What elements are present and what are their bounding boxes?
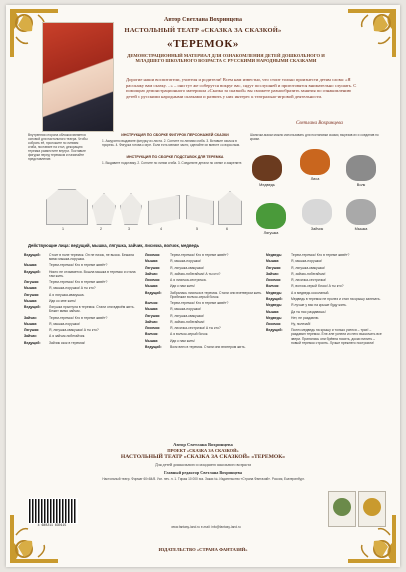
author-photo <box>42 22 114 132</box>
script-line <box>24 293 142 297</box>
script-line <box>145 253 263 257</box>
speaker-line: Зайчик скок в теремок! <box>49 340 85 345</box>
speaker-name: Мышка: <box>145 284 159 289</box>
speaker-name: Лисичка: <box>145 278 161 283</box>
instructions-heading: ИНСТРУКЦИЯ ПО СБОРКЕ ФИГУРОК ПЕРСОНАЖЕЙ СКАЗКИ <box>121 133 229 137</box>
speaker-line: Никто не отзывается. Вошла мышка в теремок и стала там жить. <box>49 269 136 278</box>
speaker-name: Лисичка: <box>145 326 161 331</box>
speaker-line: Стоит в поле теремок. Он не низок, не высок. Бежала мимо мышка-норушка. <box>49 253 134 262</box>
footer-author: Автор Светлана Вохринцева <box>173 442 233 447</box>
speaker-line: Терем-теремок! Кто в тереме живёт? <box>49 263 108 268</box>
script-line <box>266 291 384 295</box>
speaker-name: Ведущий: <box>145 290 162 295</box>
speaker-line: Я, зайчик-побегайчик! <box>291 271 326 276</box>
masks-note: Шапочки-маски можно использовать для постановки сказки, вырезав их и соединив по краям. <box>250 133 379 141</box>
footer-series: ПРОЕКТ «СКАЗКА ЗА СКАЗКОЙ» <box>167 448 239 453</box>
theater-line: НАСТОЛЬНЫЙ ТЕАТР «СКАЗКА ЗА СКАЗКОЙ» <box>124 27 282 34</box>
script-line <box>145 332 263 336</box>
mask-label: Мышка <box>354 227 368 231</box>
page-title: «ТЕРЕМОК» <box>166 38 240 50</box>
speaker-line: Я, зайчик-побегайчик! А ты кто? <box>170 271 221 276</box>
mouse-mask <box>346 199 376 225</box>
intro-note: Внутренняя сторона обложки является основой для настольного театра. Чтобы собрать её, проложите по линиям сгиба, поставьте на стол, декорацию теремка разместите внутри. Поставьте фигурки перед теремком и начинайте представление. <box>28 133 88 161</box>
publisher-name: ИЗДАТЕЛЬСТВО «СТРАНА ФАНТАЗИЙ» <box>158 547 248 552</box>
bear-mask <box>252 155 282 181</box>
speaker-line: Я, лягушка-квакушка! <box>291 265 325 270</box>
speaker-name: Медведь: <box>266 253 283 257</box>
speaker-name: Мышка: <box>266 309 280 314</box>
speaker-line: Медведь в теремок не пролез и стал на крышу залезать. <box>291 296 381 301</box>
script-line <box>266 253 384 257</box>
speaker-name: Лягушка: <box>145 313 161 318</box>
speaker-line: Я, лягушка-квакушка! <box>170 313 204 318</box>
speaker-line: А я лягушка-квакушка. <box>49 292 85 297</box>
script-line <box>24 305 142 313</box>
script-column <box>266 253 384 347</box>
speaker-name: Лягушка: <box>145 265 161 270</box>
speaker-name: Медведь: <box>266 290 283 295</box>
page-subtitle: ДЕМОНСТРАЦИОННЫЙ МАТЕРИАЛ ДЛЯ ОЗНАКОМЛЕНИЯ ДЕТЕЙ ДОШКОЛЬНОГО И МЛАДШЕГО ШКОЛЬНОГО ВОЗРАСТА С РУССКИМИ НАРОДНЫМИ СКАЗКАМИ <box>127 53 325 64</box>
step-number: 5 <box>196 227 198 231</box>
speaker-line: Я, лисичка-сестричка! А ты кто? <box>170 326 221 331</box>
speaker-name: Ведущий: <box>24 253 41 257</box>
script-line <box>24 322 142 326</box>
step-number: 6 <box>226 227 228 231</box>
speaker-name: Зайчик: <box>145 271 158 276</box>
script-line <box>24 263 142 267</box>
script-line <box>24 299 142 303</box>
step-number: 1 <box>62 227 64 231</box>
speaker-name: Медведь: <box>266 303 283 308</box>
speaker-line: Иди ко мне жить! <box>49 298 77 303</box>
script-line <box>24 341 142 345</box>
instructions-steps: 1. Аккуратно выдавите фигурку из листа. 2. Согните по линиям сгиба. 3. Вставьте язычок в прорезь. 4. Фигурка готова к игре. Если есть мелкие части, сделайте их вместе со взрослым. <box>102 139 240 147</box>
instructions-steps: 1. Выдавите подставку. 2. Согните по линии сгиба. 3. Соедините детали по схеме и закрепите. <box>102 161 243 165</box>
contacts-text: www.fantasy-land.ru e-mail: info@fantasy-land.ru <box>171 525 241 529</box>
speaker-line: Я, мышка-норушка! <box>49 321 80 326</box>
instructions-block <box>102 133 248 165</box>
speaker-name: Мышка: <box>145 307 159 312</box>
imprint-text: Настольный театр. Формат 60×84/8. Усл. печ. л. 1. Тираж 10 000 экз. Заказ №. Издательство «Страна Фантазий». Россия, Екатеринбург. <box>102 477 305 481</box>
script-line <box>24 253 142 261</box>
script-line <box>145 345 263 349</box>
speaker-line: Я, мышка-норушка! <box>291 259 322 264</box>
mask-label: Зайчик <box>310 227 324 231</box>
script-line <box>266 322 384 326</box>
script-line <box>266 284 384 288</box>
speaker-name: Ведущий: <box>266 328 283 333</box>
script-line <box>266 297 384 301</box>
mask-label: Лиса <box>310 177 320 181</box>
script-line <box>266 278 384 282</box>
script-line <box>24 316 142 320</box>
script-line <box>266 310 384 314</box>
speaker-line: Я, зайчик-побегайчик! <box>170 319 205 324</box>
script-line <box>145 291 263 299</box>
speaker-name: Зайчик: <box>145 319 158 324</box>
product-thumbnail <box>358 491 386 527</box>
script-line <box>145 266 263 270</box>
script-line <box>145 272 263 276</box>
speaker-line: А я медведь косолапый. <box>291 290 330 295</box>
isbn-number: 4 680211 630115 <box>37 523 67 527</box>
speaker-name: Волчок: <box>145 301 159 306</box>
speaker-line: Я, лисичка-сестричка! <box>291 278 326 283</box>
script-line <box>266 272 384 276</box>
hare-mask <box>302 199 332 225</box>
speaker-name: Зайчик: <box>24 334 37 339</box>
cutout-shape <box>186 195 214 225</box>
speaker-line: Я, мышка-норушка! <box>170 259 201 264</box>
cast-list: Действующие лица: ведущий, мышка, лягушка, зайчик, лисичка, волчок, медведь <box>28 243 200 248</box>
speaker-line: Волк влез в теремок. Стали они впятером жить. <box>170 345 246 350</box>
speaker-line: Я, мышка-норушка! <box>170 307 201 312</box>
speaker-name: Медведь: <box>266 315 283 320</box>
speaker-name: Зайчик: <box>24 315 37 320</box>
cutout-shape <box>46 189 88 225</box>
cutout-shape <box>218 191 242 225</box>
speaker-line: Я, волчок-серый бочок! А ты кто? <box>291 284 344 289</box>
speaker-name: Лисичка: <box>266 322 282 327</box>
speaker-name: Мышка: <box>145 338 159 343</box>
script-column <box>145 253 263 351</box>
speaker-line: Терем-теремок! Кто в тереме живёт? <box>170 253 229 257</box>
speaker-line: Нет, не раздавлю. <box>291 315 320 320</box>
speaker-line: Я, лягушка-квакушка! А ты кто? <box>49 328 99 333</box>
speaker-line: Я, лягушка-квакушка! <box>170 265 204 270</box>
script-line <box>266 316 384 320</box>
script-line <box>145 314 263 318</box>
mask-label: Лягушка <box>263 231 279 235</box>
speaker-name: Ведущий: <box>266 296 283 301</box>
barcode <box>28 498 78 524</box>
speaker-line: Терем-теремок! Кто в тереме живёт? <box>49 315 108 320</box>
script-line <box>145 284 263 288</box>
script-line <box>24 334 142 338</box>
speaker-line: Терем-теремок! Кто в тереме живёт? <box>291 253 350 257</box>
script-line <box>266 266 384 270</box>
speaker-name: Мышка: <box>266 259 280 264</box>
fox-mask <box>300 149 330 175</box>
instructions-heading: ИНСТРУКЦИЯ ПО СБОРКЕ ПОДСТАВОК ДЛЯ ТЕРЕМКА <box>126 155 224 159</box>
script-line <box>24 328 142 332</box>
speaker-name: Ведущий: <box>24 305 41 310</box>
script-line <box>145 339 263 343</box>
script-line <box>145 326 263 330</box>
step-number: 2 <box>100 227 102 231</box>
corner-ornament <box>344 7 398 61</box>
speaker-name: Лягушка: <box>24 292 40 297</box>
script-line <box>145 301 263 305</box>
masks-block <box>250 133 380 243</box>
speaker-name: Лисичка: <box>266 278 282 283</box>
speaker-name: Волчок: <box>145 332 159 337</box>
speaker-line: А я волчок-серый бочок. <box>170 332 209 337</box>
speaker-line: Полез медведь на крышу и только уселся – трах! – раздавил теремок. Еле-еле успели из него выскочить все звери. Принялись они брёвна носить, доски пилить – новый теремок строить. Лучше прежнего построили! <box>291 328 382 345</box>
script-column <box>24 253 142 347</box>
speaker-line: Я лучше у вас на крыше буду жить. <box>291 303 347 308</box>
frog-mask <box>256 203 286 229</box>
script-line <box>145 320 263 324</box>
speaker-name: Мышка: <box>24 263 38 268</box>
speaker-name: Мышка: <box>24 298 38 303</box>
footer-editor: Главный редактор Светлана Вохринцева <box>163 470 243 475</box>
speaker-name: Ведущий: <box>145 345 162 350</box>
speaker-name: Мышка: <box>24 321 38 326</box>
speaker-line: Лягушка прыгнула в теремок. Стали они вдвоём жить. Бежит мимо зайчик. <box>49 305 135 314</box>
speaker-line: Да ты нас раздавишь! <box>291 309 326 314</box>
footer-note: Для детей дошкольного и младшего школьного возраста <box>154 462 252 467</box>
script-line <box>145 278 263 282</box>
script-line <box>24 286 142 290</box>
speaker-name: Ведущий: <box>24 340 41 345</box>
speaker-line: Терем-теремок! Кто в тереме живёт? <box>170 301 229 306</box>
product-thumbnail <box>328 491 356 527</box>
poster-sheet <box>6 5 400 567</box>
script-line <box>145 259 263 263</box>
author-line: Автор Светлана Вохринцева <box>164 17 242 23</box>
speaker-name: Лягушка: <box>24 280 40 285</box>
footer-title: НАСТОЛЬНЫЙ ТЕАТР «СКАЗКА ЗА СКАЗКОЙ» «ТЕРЕМОК» <box>120 454 286 460</box>
speaker-line: А я лисичка-сестричка. <box>170 278 207 283</box>
speaker-line: Терем-теремок! Кто в тереме живёт? <box>49 280 108 285</box>
script-line <box>266 259 384 263</box>
speaker-line: А я зайчик-побегайчик. <box>49 334 86 339</box>
speaker-name: Мышка: <box>24 286 38 291</box>
speaker-line: Ну, полезай! <box>291 322 311 327</box>
greeting-signature: Светлана Вохринцева <box>296 121 343 126</box>
speaker-line: Иди к нам жить! <box>170 284 196 289</box>
speaker-name: Зайчик: <box>266 271 279 276</box>
assembly-diagram <box>28 185 244 237</box>
cutout-shape <box>92 193 116 225</box>
step-number: 3 <box>128 227 130 231</box>
script-line <box>145 307 263 311</box>
cutout-shape <box>120 193 142 225</box>
speaker-name: Лисичка: <box>145 253 161 257</box>
speaker-name: Лягушка: <box>24 328 40 333</box>
speaker-line: Забралась лисичка в теремок. Стали они вчетвером жить. Прибежал волчок-серый бочок. <box>170 290 263 299</box>
speaker-line: Я, мышка-норушка! А ты кто? <box>49 286 96 291</box>
speaker-line: Иди к нам жить! <box>170 338 196 343</box>
step-number: 4 <box>160 227 162 231</box>
speaker-name: Волчок: <box>266 284 280 289</box>
speaker-name: Мышка: <box>145 259 159 264</box>
wolf-mask <box>346 155 376 181</box>
greeting-text: Дорогие наши воспитатели, учителя и родители! Всем нам известно, что стоит только произнести детям слова: «Я расскажу вам сказку…» – они тут же соберутся вокруг вас, сядут послушней и приготовятся внимательно слушать. С помощью демонстрационного материала «Сказка за сказкой» вы сможете разнообразить занятия по ознакомлению детей с русскими народными сказками и развить у них интерес к театрально-игровой деятельности. <box>126 77 357 99</box>
script-line <box>266 303 384 307</box>
cutout-shape <box>148 195 180 225</box>
script-line <box>266 328 384 344</box>
mask-label: Волк <box>356 183 366 187</box>
speaker-name: Ведущий: <box>24 269 41 274</box>
script-line <box>24 270 142 278</box>
mask-label: Медведь <box>259 183 275 187</box>
script-line <box>24 280 142 284</box>
speaker-name: Лягушка: <box>266 265 282 270</box>
